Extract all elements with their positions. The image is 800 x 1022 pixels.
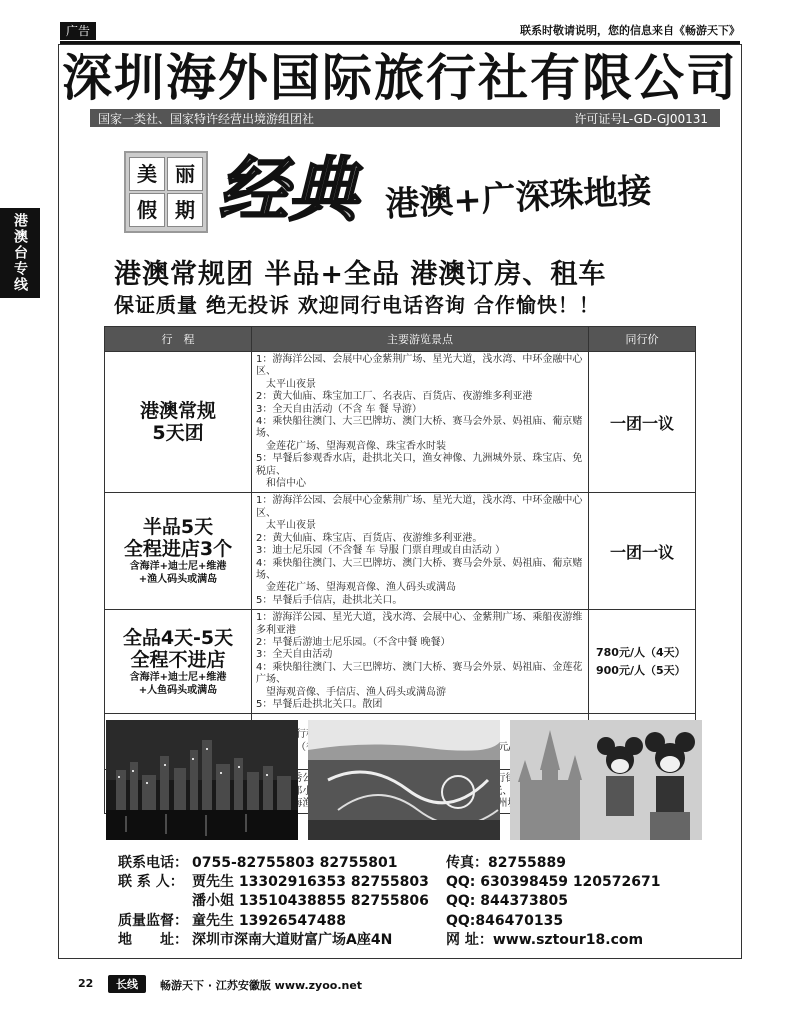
table-row (105, 493, 696, 610)
qq-2: QQ: 844373805 (446, 893, 568, 910)
route-details: 1：游海洋公园、会展中心金紫荆广场、星光大道，浅水湾、中环金融中心区、 太平山夜景 2：黄大仙庙、珠宝店、百货店、夜游维多利亚港。 3：迪士尼乐园（不含餐 车 导服 门票自理或自由活动 ） 4：乘快船往澳门、大三巴牌坊、澳门大桥、赛马会外景、妈祖庙、葡京赌场、 金莲花广场、望海观音像、渔人码头或满岛 5：早餐后手信店，赴拱北关口。 (252, 493, 589, 610)
badge-char: 期 (167, 193, 203, 227)
section-tag: 长线 (108, 975, 146, 993)
table-row (105, 352, 696, 493)
slogan-line: 保证质量 绝无投诉 欢迎同行电话咨询 合作愉快！！ (114, 293, 600, 317)
photo-ocean-park-rollercoaster (308, 720, 500, 840)
table-row (105, 610, 696, 714)
website-link[interactable]: www.sztour18.com (492, 931, 644, 948)
photo-disneyland-castle-mickey-minnie (510, 720, 702, 840)
publication-name: 畅游天下 · 江苏安徽版 www.zyoo.net (160, 979, 363, 992)
qualification-text: 国家一类社、国家特许经营出境游组团社 (98, 112, 315, 126)
route-price: 780元/人（4天） 900元/人（5天） (589, 610, 696, 714)
route-name: 港澳常规 5天团 (105, 352, 252, 493)
badge-char: 美 (129, 157, 165, 191)
source-notice: 联系时敬请说明，您的信息来自《畅游天下》 (520, 24, 740, 37)
ad-tag: 广告 (60, 22, 96, 40)
address-label: 地 址： (118, 931, 188, 948)
route-price: 一团一议 (589, 493, 696, 610)
contact-block (118, 854, 661, 950)
route-price: 一团一议 (589, 352, 696, 493)
col-header-sights: 主要游览景点 (252, 327, 589, 352)
table-header-row (105, 327, 696, 352)
phone-label: 联系电话： (118, 855, 188, 871)
col-header-price: 同行价 (589, 327, 696, 352)
route-name: 半品5天 全程进店3个 含海洋+迪士尼+维港 +渔人码头或满岛 (105, 493, 252, 610)
phone-number: 0755-82755803 82755801 (192, 855, 398, 871)
badge-char: 丽 (167, 157, 203, 191)
beautiful-holiday-badge (124, 151, 208, 233)
classic-headline: 经典 (218, 148, 358, 231)
supervisor: 童先生 13926547488 (192, 912, 347, 929)
fax-number: 82755889 (488, 855, 566, 871)
contact-person-2: 潘小姐 13510438855 82755806 (192, 893, 429, 910)
qq-3: QQ:846470135 (446, 912, 564, 929)
license-number: 许可证号L-GD-GJ00131 (574, 112, 708, 126)
contact-person-1: 贾先生 13302916353 82755803 (192, 874, 429, 891)
website-label: 网 址： (446, 931, 493, 948)
address: 深圳市深南大道财富广场A座4N (192, 931, 393, 948)
route-headline: 港澳+广深珠地接 (384, 171, 653, 225)
page-number: 22 (78, 977, 94, 990)
company-name: 深圳海外国际旅行社有限公司 (62, 48, 738, 107)
fax-label: 传真： (446, 855, 488, 871)
contact-person-label: 联 系 人： (118, 874, 184, 891)
route-name: 全品4天-5天 全程不进店 含海洋+迪士尼+维港 +人鱼码头或满岛 (105, 610, 252, 714)
photo-hongkong-night-skyline (106, 720, 298, 840)
section-side-tab: 港澳台专线 (0, 208, 40, 298)
col-header-route: 行 程 (105, 327, 252, 352)
route-details: 1：游海洋公园、会展中心金紫荆广场、星光大道，浅水湾、中环金融中心区、 太平山夜景 2：黄大仙庙、珠宝加工厂、名表店、百货店、夜游维多利亚港 3：全天自由活动（不含 车 餐 导游） 4：乘快船往澳门、大三巴牌坊、澳门大桥、赛马会外景、妈祖庙、葡京赌场、 金莲花广场、望海观音像、珠宝香水时装 5：早餐后参观香水店，赴拱北关口，渔女神像、九洲城外景、珠宝店、免税店、 和信中心 (252, 352, 589, 493)
route-details: 1：游海洋公园、星光大道，浅水湾、会展中心、金紫荆广场、乘船夜游维多利亚港 2：早餐后游迪士尼乐园。（不含中餐 晚餐） 3：全天自由活动 4：乘快船往澳门、大三巴牌坊、澳门大桥、赛马会外景、妈祖庙、金莲花广场、 望海观音像、手信店、渔人码头或满岛游 5：早餐后赴拱北关口。散团 (252, 610, 589, 714)
qualification-bar (90, 109, 720, 127)
qq-1: QQ: 630398459 120572671 (446, 874, 661, 891)
badge-char: 假 (129, 193, 165, 227)
supervisor-label: 质量监督： (118, 912, 188, 929)
service-line: 港澳常规团 半品+全品 港澳订房、租车 (114, 259, 607, 290)
